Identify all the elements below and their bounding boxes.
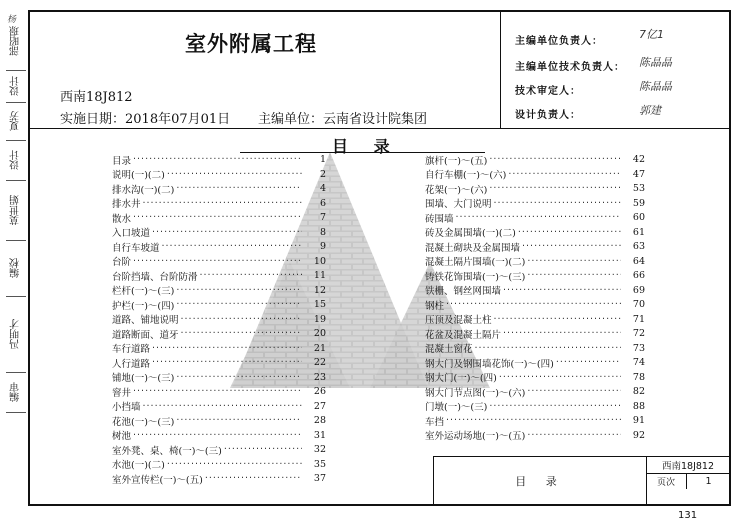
toc-leader-dots — [527, 270, 621, 281]
toc-entry-title: 混凝土砌块及金属围墙 — [425, 242, 521, 254]
toc-entry-page: 28 — [313, 415, 326, 426]
toc-entry[interactable] — [425, 327, 645, 340]
toc-leader-dots — [133, 386, 302, 397]
toc-leader-dots — [181, 328, 302, 339]
toc-leader-dots — [527, 430, 621, 441]
toc-entry-title: 台阶挡墙、台阶防滑 — [112, 271, 198, 283]
toc-entry-page: 11 — [313, 270, 326, 281]
toc-leader-dots — [181, 314, 302, 325]
toc-entry-page: 63 — [632, 241, 645, 252]
toc-leader-dots — [152, 227, 302, 238]
footer-page-label: 页次 — [646, 474, 687, 489]
toc-entry-title: 钢柱 — [425, 300, 445, 312]
resp-role: 主编单位技术负责人： — [515, 62, 625, 73]
toc-entry-title: 门墩(一)～(三) — [425, 402, 488, 413]
toc-leader-dots — [200, 270, 302, 281]
strip-cell: 设计 — [6, 140, 26, 181]
strip-cell: 设计 — [6, 70, 26, 103]
signature: 7亿1 — [639, 28, 664, 41]
toc-entry-page: 92 — [632, 429, 645, 441]
toc-entry[interactable] — [425, 226, 645, 239]
toc-entry-title: 钢大门节点图(一)～(六) — [425, 387, 526, 399]
toc-leader-dots — [503, 285, 621, 296]
toc-entry-title: 自行车棚(一)～(六) — [425, 170, 507, 181]
toc-entry-page: 72 — [632, 328, 645, 339]
toc-entry[interactable] — [112, 414, 326, 427]
toc-leader-dots — [527, 386, 621, 397]
toc-entry-page: 4 — [319, 183, 326, 194]
title-footer — [433, 456, 730, 505]
toc-leader-dots — [176, 183, 302, 194]
toc-entry-page: 2 — [319, 168, 326, 180]
toc-entry[interactable] — [112, 356, 326, 369]
toc-entry[interactable] — [425, 182, 645, 195]
strip-cell: 莫世娟 — [6, 180, 26, 241]
toc-leader-dots — [224, 444, 302, 455]
toc-entry-page: 1 — [319, 154, 326, 165]
toc-leader-dots — [518, 227, 621, 238]
toc-leader-dots — [143, 198, 302, 209]
resp-role: 设计负责人： — [515, 110, 581, 121]
toc-entry[interactable] — [112, 342, 326, 355]
toc-entry-page: 32 — [313, 444, 326, 455]
toc-entry-page: 70 — [632, 299, 645, 310]
toc-entry[interactable] — [112, 153, 326, 166]
toc-entry-page: 10 — [313, 255, 326, 267]
strip-cell: 部昭璟 — [6, 12, 26, 71]
toc-entry-page: 60 — [632, 212, 645, 223]
toc-entry-page: 53 — [632, 183, 645, 194]
toc-leader-dots — [508, 169, 621, 180]
toc-leader-dots — [152, 343, 302, 354]
toc-entry-title: 室外宣传栏(一)～(五) — [112, 474, 203, 486]
footer-atlas-code: 西南18J812 — [646, 457, 730, 474]
toc-entry-title: 道路、铺地说明 — [112, 315, 179, 326]
toc-entry-page: 20 — [313, 328, 326, 339]
toc-entry[interactable] — [112, 472, 326, 485]
toc-entry[interactable] — [425, 240, 645, 253]
toc-leader-dots — [167, 169, 302, 180]
toc-entry-page: 15 — [313, 299, 326, 310]
toc-entry[interactable] — [425, 197, 645, 210]
toc-entry[interactable] — [425, 385, 645, 398]
toc-heading: 目 录 — [332, 137, 400, 156]
toc-entry-title: 钢大门(一)～(四) — [425, 373, 497, 384]
footer-drawing-name: 目 录 — [434, 457, 647, 505]
toc-entry-title: 混凝土窗花 — [425, 344, 473, 355]
toc-entry-title: 围墙、大门说明 — [425, 199, 492, 210]
toc-leader-dots — [475, 343, 621, 354]
toc-entry[interactable] — [425, 298, 645, 311]
toc-entry[interactable] — [112, 240, 326, 253]
toc-entry-title: 小挡墙 — [112, 402, 141, 413]
toc-leader-dots — [133, 154, 302, 165]
toc-leader-dots — [489, 154, 621, 165]
toc-entry[interactable] — [425, 153, 645, 166]
signature: 陈晶晶 — [639, 56, 672, 69]
toc-entry[interactable] — [112, 400, 326, 413]
toc-leader-dots — [162, 241, 302, 252]
toc-entry[interactable] — [112, 211, 326, 224]
toc-entry-page: 59 — [632, 197, 645, 209]
toc-entry-title: 人行道路 — [112, 358, 151, 370]
sheet-number: 131 — [678, 510, 698, 521]
toc-entry[interactable] — [112, 168, 326, 181]
toc-entry-page: 78 — [632, 371, 645, 383]
strip-cell: 编审 — [6, 372, 26, 413]
toc-entry[interactable] — [425, 313, 645, 326]
toc-entry-page: 19 — [313, 313, 326, 325]
toc-entry[interactable] — [112, 429, 326, 442]
corner-signature: 杨 — [7, 15, 17, 25]
toc-entry-title: 车行道路 — [112, 344, 151, 355]
toc-entry[interactable] — [112, 298, 326, 311]
toc-entry-title: 混凝土隔片围墙(一)(二) — [425, 257, 526, 268]
toc-leader-dots — [176, 285, 302, 296]
toc-entry[interactable] — [425, 429, 645, 442]
toc-entry[interactable] — [112, 226, 326, 239]
toc-entry-title: 旗杆(一)～(五) — [425, 155, 488, 167]
toc-leader-dots — [527, 256, 621, 267]
toc-entry-page: 27 — [313, 400, 326, 412]
toc-entry-page: 21 — [313, 342, 326, 354]
toc-entry-title: 自行车坡道 — [112, 242, 160, 254]
toc-entry-title: 入口坡道 — [112, 228, 151, 239]
toc-entry[interactable] — [425, 400, 645, 413]
toc-leader-dots — [176, 299, 302, 310]
atlas-code: 西南18J812 — [60, 90, 133, 105]
toc-leader-dots — [556, 357, 621, 368]
toc-entry-title: 室外凳、桌、椅(一)～(三) — [112, 445, 222, 457]
toc-entry[interactable] — [112, 385, 326, 398]
toc-entry-page: 31 — [313, 429, 326, 441]
toc-entry[interactable] — [425, 168, 645, 181]
toc-entry[interactable] — [112, 255, 326, 268]
toc-entry-page: 88 — [632, 400, 645, 412]
toc-entry-title: 压顶及混凝土柱 — [425, 315, 492, 326]
toc-entry-title: 水池(一)(二) — [112, 460, 165, 471]
toc-entry-title: 护栏(一)～(四) — [112, 300, 175, 312]
toc-entry-page: 22 — [313, 357, 326, 368]
toc-entry-title: 道路断面、道牙 — [112, 329, 179, 341]
toc-entry-title: 台阶 — [112, 257, 132, 268]
toc-entry-page: 12 — [313, 284, 326, 296]
toc-leader-dots — [494, 314, 621, 325]
editing-unit: 主编单位：云南省设计院集团 — [258, 112, 428, 127]
toc-entry-page: 74 — [632, 357, 645, 368]
toc-entry-page: 47 — [632, 168, 645, 180]
page-title: 室外附属工程 — [185, 31, 317, 56]
toc-entry[interactable] — [425, 284, 645, 297]
toc-leader-dots — [503, 328, 621, 339]
strip-cell: 夏芳 — [6, 102, 26, 141]
toc-entry[interactable] — [425, 371, 645, 384]
toc-entry[interactable] — [112, 284, 326, 297]
toc-entry[interactable] — [425, 356, 645, 369]
toc-entry-title: 排水沟(一)(二) — [112, 184, 175, 196]
toc-entry-page: 42 — [632, 154, 645, 165]
strip-cell: 冯明才 — [6, 296, 26, 373]
toc-entry-title: 钢大门及钢围墙花饰(一)～(四) — [425, 358, 554, 370]
toc-entry-page: 61 — [632, 226, 645, 238]
toc-entry[interactable] — [425, 269, 645, 282]
toc-entry-title: 铸铁花饰围墙(一)～(三) — [425, 271, 526, 283]
toc-entry-title: 花盆及混凝土隔片 — [425, 329, 502, 341]
toc-entry-title: 窨井 — [112, 387, 132, 399]
footer-page-value: 1 — [705, 476, 712, 487]
toc-leader-dots — [522, 241, 621, 252]
toc-leader-dots — [143, 401, 302, 412]
toc-entry[interactable] — [112, 313, 326, 326]
toc-leader-dots — [499, 372, 621, 383]
toc-entry[interactable] — [425, 255, 645, 268]
toc-entry-title: 铁栅、钢丝网围墙 — [425, 286, 502, 297]
toc-leader-dots — [489, 401, 621, 412]
toc-entry-page: 9 — [319, 241, 326, 252]
toc-leader-dots — [489, 183, 621, 194]
toc-entry-title: 砖围墙 — [425, 213, 454, 225]
toc-entry-page: 66 — [632, 270, 645, 281]
toc-leader-dots — [167, 459, 302, 470]
toc-entry[interactable] — [112, 443, 326, 456]
toc-entry-page: 37 — [313, 473, 326, 484]
toc-leader-dots — [133, 212, 302, 223]
toc-leader-dots — [494, 198, 621, 209]
toc-entry-page: 6 — [319, 197, 326, 209]
signature: 郭建 — [639, 104, 661, 117]
toc-entry[interactable] — [425, 414, 645, 427]
toc-entry-title: 花池(一)～(三) — [112, 416, 175, 428]
toc-leader-dots — [205, 473, 302, 484]
toc-entry-title: 栏杆(一)～(三) — [112, 286, 175, 297]
implementation-date: 实施日期：2018年07月01日 — [60, 112, 231, 127]
strip-cell: 编校 — [6, 240, 26, 297]
toc-entry-title: 排水井 — [112, 199, 141, 210]
toc-entry[interactable] — [425, 342, 645, 355]
toc-entry-page: 26 — [313, 386, 326, 397]
resp-role: 主编单位负责人： — [515, 36, 603, 47]
toc-entry-page: 69 — [632, 284, 645, 296]
toc-entry-page: 8 — [319, 226, 326, 238]
toc-entry-page: 64 — [632, 255, 645, 267]
toc-entry[interactable] — [112, 182, 326, 195]
toc-entry-page: 7 — [319, 212, 326, 223]
toc-entry[interactable] — [112, 371, 326, 384]
toc-entry-title: 铺地(一)～(三) — [112, 373, 175, 384]
toc-entry-title: 目录 — [112, 155, 132, 167]
toc-leader-dots — [133, 256, 302, 267]
toc-leader-dots — [152, 357, 302, 368]
toc-entry[interactable] — [112, 197, 326, 210]
toc-leader-dots — [133, 430, 302, 441]
toc-entry-page: 73 — [632, 342, 645, 354]
toc-entry[interactable] — [112, 458, 326, 471]
toc-entry-page: 71 — [632, 313, 645, 325]
toc-entry-title: 车挡 — [425, 416, 445, 428]
toc-entry-page: 35 — [313, 458, 326, 470]
toc-entry[interactable] — [425, 211, 645, 224]
toc-entry-page: 23 — [313, 371, 326, 383]
toc-entry-title: 说明(一)(二) — [112, 170, 165, 181]
toc-leader-dots — [456, 212, 621, 223]
toc-entry-page: 82 — [632, 386, 645, 397]
resp-role: 技术审定人： — [515, 86, 581, 97]
toc-entry-title: 树池 — [112, 431, 132, 442]
toc-leader-dots — [446, 299, 621, 310]
toc-leader-dots — [446, 415, 621, 426]
signature: 陈晶晶 — [639, 80, 672, 93]
toc-entry-title: 砖及金属围墙(一)(二) — [425, 228, 516, 239]
toc-leader-dots — [176, 372, 302, 383]
toc-entry-title: 室外运动场地(一)～(五) — [425, 431, 526, 442]
toc-leader-dots — [176, 415, 302, 426]
toc-entry[interactable] — [112, 269, 326, 282]
toc-entry-title: 花架(一)～(六) — [425, 184, 488, 196]
toc-entry[interactable] — [112, 327, 326, 340]
toc-entry-page: 91 — [632, 415, 645, 426]
toc-entry-title: 散水 — [112, 213, 132, 225]
